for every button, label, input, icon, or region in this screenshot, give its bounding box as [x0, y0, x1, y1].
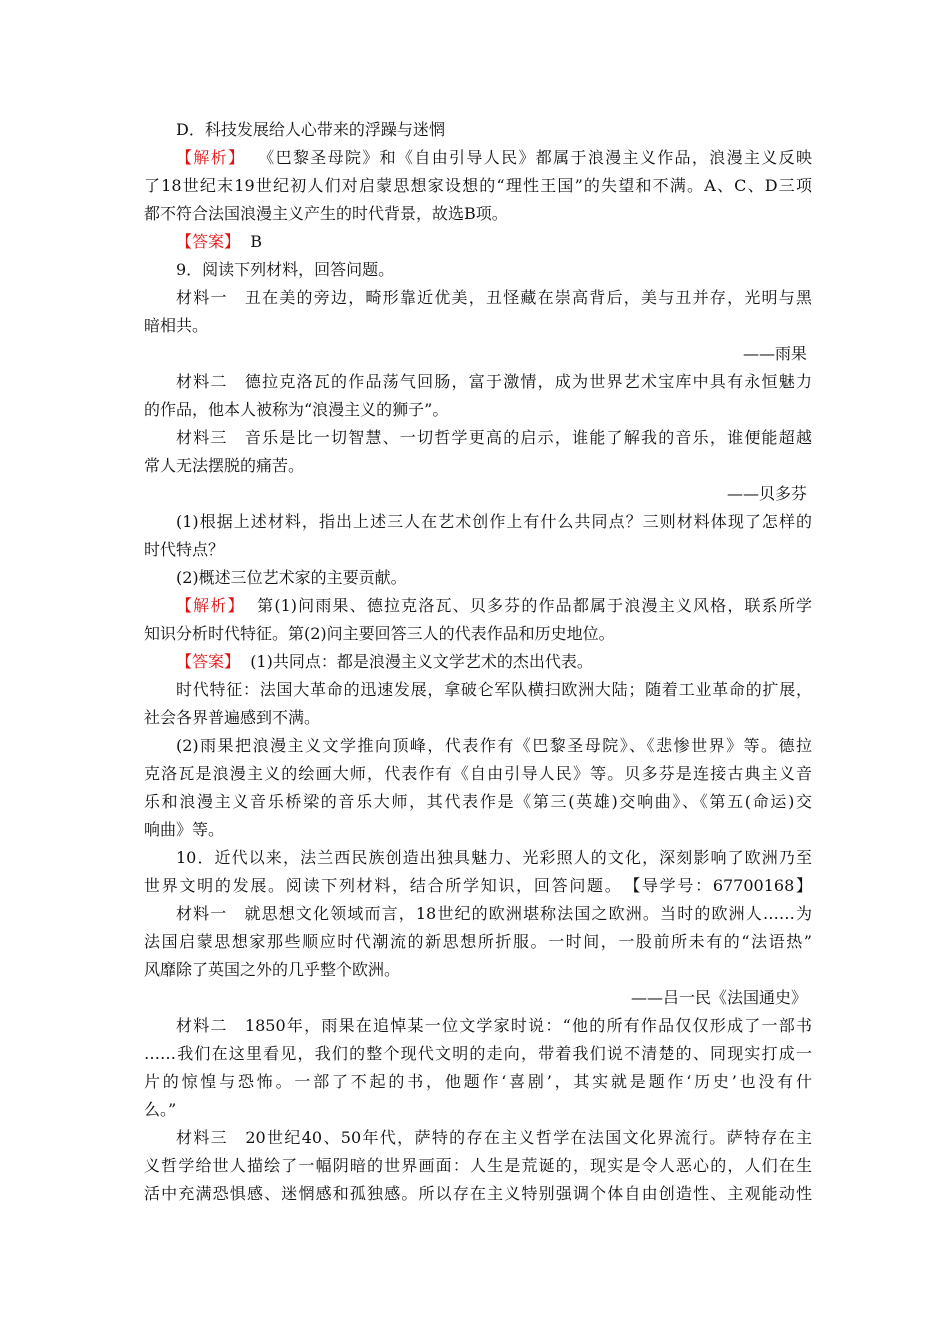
q9-analysis-line-2: 知识分析时代特征。第(2)问主要回答三人的代表作品和历史地位。	[144, 624, 615, 643]
q9-answer-text: (1)共同点：都是浪漫主义文学艺术的杰出代表。	[240, 652, 593, 671]
q10-material-2-line-3: 片的惊惶与恐怖。一部了不起的书，他题作‘喜剧’，其实就是题作‘历史’也没有什	[144, 1072, 812, 1091]
q9-subquestion-1-line-2: 时代特点？	[144, 540, 225, 559]
q9-answer-line-5: 克洛瓦是浪漫主义的绘画大师，代表作有《自由引导人民》等。贝多芬是连接古典主义音	[144, 764, 812, 783]
q9-material-3-line-2: 常人无法摆脱的痛苦。	[144, 456, 305, 475]
q9-answer-line-4: (2)雨果把浪漫主义文学推向顶峰，代表作有《巴黎圣母院》、《悲惨世界》等。德拉	[176, 736, 812, 755]
q8-answer-text: B	[240, 232, 262, 251]
q9-analysis-text: 第(1)问雨果、德拉克洛瓦、贝多芬的作品都属于浪漫主义风格，联系所学	[244, 596, 812, 615]
answer-tag: 【答案】	[176, 652, 241, 671]
q10-material-2-line-1: 材料二 1850年，雨果在追悼某一位文学家时说：“他的所有作品仅仅形成了一部书	[176, 1016, 812, 1035]
q8-answer	[176, 231, 262, 253]
q9-answer-line-6: 乐和浪漫主义音乐桥梁的音乐大师，其代表作是《第三(英雄)交响曲》、《第五(命运)交	[144, 792, 812, 811]
q9-analysis-line-1	[176, 595, 812, 617]
q9-subquestion-1-line-1: (1)根据上述材料，指出上述三人在艺术创作上有什么共同点？三则材料体现了怎样的	[176, 512, 812, 531]
q8-analysis-line-2: 了18世纪末19世纪初人们对启蒙思想家设想的“理性王国”的失望和不满。A、C、D三项	[144, 176, 812, 195]
q9-material-3-line-1: 材料三 音乐是比一切智慧、一切哲学更高的启示，谁能了解我的音乐，谁便能超越	[176, 428, 812, 447]
q9-material-3-source: ——贝多芬	[726, 484, 807, 503]
answer-tag: 【答案】	[176, 232, 241, 251]
q9-material-1-line-2: 暗相共。	[144, 316, 209, 335]
q9-subquestion-2: (2)概述三位艺术家的主要贡献。	[176, 568, 407, 587]
q10-stem-line-2: 世界文明的发展。阅读下列材料，结合所学知识，回答问题。 【导学号：67700168】	[144, 876, 812, 895]
q9-material-1-source: ——雨果	[742, 344, 807, 363]
analysis-tag: 【解析】	[176, 148, 246, 167]
q10-material-3-line-3: 活中充满恐惧感、迷惘感和孤独感。所以存在主义特别强调个体自由创造性、主观能动性	[144, 1184, 812, 1203]
q10-stem-line-1: 10．近代以来，法兰西民族创造出独具魅力、光彩照人的文化，深刻影响了欧洲乃至	[176, 848, 812, 867]
q8-analysis-text: 《巴黎圣母院》和《自由引导人民》都属于浪漫主义作品，浪漫主义反映	[245, 148, 812, 167]
q10-material-2-line-4: 么。”	[144, 1100, 177, 1119]
q8-analysis-line-1	[176, 147, 812, 169]
q10-material-1-line-1: 材料一 就思想文化领域而言，18世纪的欧洲堪称法国之欧洲。当时的欧洲人……为	[176, 904, 812, 923]
q9-answer-line-2: 时代特征：法国大革命的迅速发展，拿破仑军队横扫欧洲大陆；随着工业革命的扩展，	[176, 680, 812, 699]
q10-material-1-line-2: 法国启蒙思想家那些顺应时代潮流的新思想所折服。一时间，一股前所未有的“法语热”	[144, 932, 812, 951]
q10-material-1-source: ——吕一民《法国通史》	[630, 988, 807, 1007]
q10-material-2-line-2: ……我们在这里看见，我们的整个现代文明的走向，带着我们说不清楚的、同现实打成一	[144, 1044, 812, 1063]
q9-answer-line-7: 响曲》等。	[144, 820, 225, 839]
q9-material-1-line-1: 材料一 丑在美的旁边，畸形靠近优美，丑怪藏在崇高背后，美与丑并存，光明与黑	[176, 288, 812, 307]
q8-option-d: D．科技发展给人心带来的浮躁与迷惘	[176, 120, 445, 139]
q8-analysis-line-3: 都不符合法国浪漫主义产生的时代背景，故选B项。	[144, 204, 508, 223]
q9-answer-line-3: 社会各界普遍感到不满。	[144, 708, 321, 727]
q9-stem: 9．阅读下列材料，回答问题。	[176, 260, 395, 279]
q9-material-2-line-2: 的作品，他本人被称为“浪漫主义的狮子”。	[144, 400, 449, 419]
analysis-tag: 【解析】	[176, 596, 245, 615]
q9-material-2-line-1: 材料二 德拉克洛瓦的作品荡气回肠，富于激情，成为世界艺术宝库中具有永恒魅力	[176, 372, 812, 391]
q9-answer-line-1	[176, 651, 593, 673]
q10-material-1-line-3: 风靡除了英国之外的几乎整个欧洲。	[144, 960, 401, 979]
q10-material-3-line-1: 材料三 20世纪40、50年代，萨特的存在主义哲学在法国文化界流行。萨特存在主	[176, 1128, 812, 1147]
q10-material-3-line-2: 义哲学给世人描绘了一幅阴暗的世界画面：人生是荒诞的，现实是令人恶心的，人们在生	[144, 1156, 812, 1175]
